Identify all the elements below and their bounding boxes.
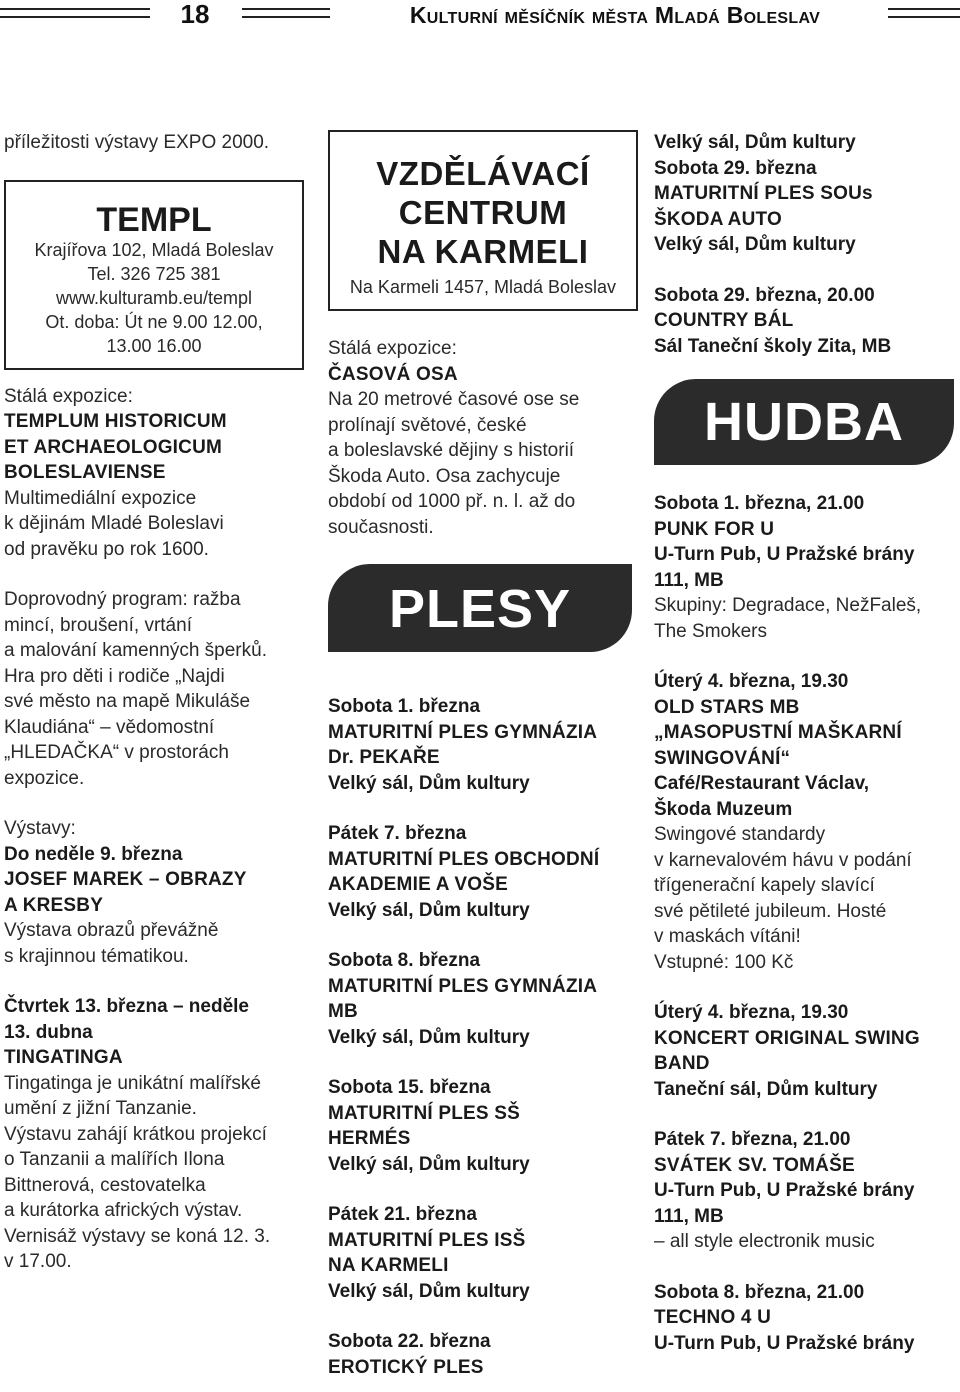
event-venue: Škoda Muzeum (654, 798, 793, 820)
venue-title: CENTRUM (398, 194, 568, 231)
event-venue: Velký sál, Dům kultury (328, 1026, 530, 1048)
event-venue: Velký sál, Dům kultury (654, 234, 856, 255)
event-desc: Skupiny: Degradace, NežFaleš, (654, 595, 922, 616)
event-item (328, 821, 638, 923)
exhibition-desc: Bittnerová, cestovatelka (4, 1174, 206, 1196)
karmel-venue-box (328, 130, 638, 311)
event-venue: 111, MB (654, 1205, 724, 1227)
event-title: SVÁTEK SV. TOMÁŠE (654, 1154, 855, 1176)
event-venue: Velký sál, Dům kultury (328, 1280, 530, 1302)
section-banner-plesy: PLESY (328, 564, 632, 652)
event-date: Pátek 7. března (328, 823, 467, 844)
exhibition-date: Do neděle 9. března (4, 843, 183, 865)
event-title: Dr. PEKAŘE (328, 747, 440, 768)
expo-label: Stálá expozice: (4, 385, 133, 407)
header-rule-mid (242, 8, 330, 18)
exhibition-title: TINGATINGA (4, 1047, 123, 1068)
event-title: MB (328, 1001, 358, 1022)
event-venue: U-Turn Pub, U Pražské brány (654, 1180, 915, 1201)
event-venue: Velký sál, Dům kultury (654, 132, 856, 153)
exhibition-desc: umění z jižní Tanzanie. (4, 1098, 197, 1119)
program-text: Hra pro děti i rodiče „Najdi (4, 665, 225, 687)
venue-phone: Tel. 326 725 381 (87, 263, 221, 284)
event-title: MATURITNÍ PLES OBCHODNÍ (328, 848, 600, 870)
event-desc: Swingové standardy (654, 824, 826, 845)
event-venue: Velký sál, Dům kultury (328, 1153, 530, 1175)
event-title: TECHNO 4 U (654, 1307, 772, 1328)
event-date: Sobota 1. března (328, 696, 481, 717)
program-text: mincí, broušení, vrtání (4, 614, 192, 636)
column-right (654, 130, 960, 1356)
event-item (328, 1329, 638, 1380)
exhibition-desc: Tingatinga je unikátní malířské (4, 1072, 261, 1094)
exhibition-desc: Výstava obrazů převážně (4, 920, 219, 941)
event-venue: Café/Restaurant Václav, (654, 773, 870, 794)
event-item (328, 1075, 638, 1177)
event-item (328, 948, 638, 1050)
expo-desc: Na 20 metrové časové ose se (328, 389, 580, 410)
event-date: Úterý 4. března, 19.30 (654, 1002, 849, 1023)
section-banner-hudba: HUDBA (654, 379, 954, 465)
event-item (328, 694, 638, 796)
event-venue: U-Turn Pub, U Pražské brány (654, 544, 915, 565)
exhibition-desc: Výstavu zahájí krátkou projekcí (4, 1123, 267, 1145)
event-date: Sobota 29. března, 20.00 (654, 284, 875, 306)
templ-venue-box (4, 180, 304, 370)
expo-desc: k dějinám Mladé Boleslavi (4, 513, 224, 534)
event-title: KONCERT ORIGINAL SWING (654, 1027, 920, 1049)
event-venue: Sál Taneční školy Zita, MB (654, 335, 892, 357)
program-text: expozice. (4, 767, 85, 789)
event-title: BAND (654, 1053, 710, 1074)
expo-desc: prolínají světové, české (328, 414, 527, 436)
event-title: MATURITNÍ PLES ISŠ (328, 1229, 526, 1251)
expo-desc: období od 1000 př. n. l. až do (328, 491, 576, 512)
event-title: ŠKODA AUTO (654, 208, 782, 230)
exhibition-desc: v 17.00. (4, 1251, 72, 1272)
exhibition-date: 13. dubna (4, 1021, 93, 1043)
event-title: NA KARMELI (328, 1255, 449, 1276)
intro-text: příležitosti výstavy EXPO 2000. (4, 132, 270, 153)
event-title: MATURITNÍ PLES SŠ (328, 1102, 520, 1124)
venue-hours: 13.00 16.00 (106, 335, 202, 356)
expo-desc: od pravěku po rok 1600. (4, 538, 209, 560)
expo-desc: a boleslavské dějiny s historií (328, 440, 575, 461)
event-title: HERMÉS (328, 1128, 411, 1149)
exhibition-desc: o Tanzanii a malířích Ilona (4, 1149, 225, 1170)
event-title: „MASOPUSTNÍ MAŠKARNÍ (654, 722, 902, 743)
event-title: PUNK FOR U (654, 518, 775, 540)
exhibitions-label: Výstavy: (4, 818, 76, 839)
event-date: Úterý 4. března, 19.30 (654, 671, 849, 692)
event-date: Pátek 21. března (328, 1204, 477, 1225)
magazine-title: Kulturní měsíčník města Mladá Boleslav (409, 2, 821, 28)
header-rule-right (888, 8, 960, 18)
event-desc: – all style electronik music (654, 1231, 875, 1252)
event-title: MATURITNÍ PLES SOUs (654, 183, 873, 204)
expo-desc: Multimediální expozice (4, 487, 197, 509)
exhibition-date: Čtvrtek 13. března – neděle (4, 996, 249, 1017)
event-date: Sobota 15. března (328, 1077, 491, 1098)
page-number: 18 (180, 0, 210, 29)
exhibition-desc: a kurátorka afrických výstav. (4, 1200, 243, 1221)
event-item (328, 1202, 638, 1304)
column-middle (328, 130, 638, 1380)
exhibition-desc: Vernisáž výstavy se koná 12. 3. (4, 1225, 271, 1247)
event-venue: Taneční sál, Dům kultury (654, 1078, 878, 1100)
event-title: MATURITNÍ PLES GYMNÁZIA (328, 975, 598, 997)
event-desc: The Smokers (654, 620, 767, 642)
event-date: Sobota 8. března, 21.00 (654, 1281, 865, 1303)
event-date: Sobota 1. března, 21.00 (654, 493, 865, 514)
expo-label: Stálá expozice: (328, 338, 457, 359)
program-text: Doprovodný program: ražba (4, 589, 241, 610)
program-text: a malování kamenných šperků. (4, 640, 267, 661)
event-desc: v maskách vítáni! (654, 926, 801, 947)
event-venue: 111, MB (654, 569, 724, 591)
event-venue: Velký sál, Dům kultury (328, 772, 530, 794)
event-desc: v karnevalovém hávu v podání (654, 849, 912, 871)
event-title: OLD STARS MB (654, 696, 800, 718)
venue-title: TEMPL (96, 200, 212, 239)
expo-title: TEMPLUM HISTORICUM (4, 411, 227, 432)
event-price: Vstupné: 100 Kč (654, 951, 794, 973)
event-title: EROTICKÝ PLES (328, 1356, 484, 1378)
venue-address: Na Karmeli 1457, Mladá Boleslav (349, 277, 617, 297)
header-rule-left (0, 8, 150, 18)
expo-desc: Škoda Auto. Osa zachycuje (328, 465, 561, 487)
event-date: Sobota 22. března (328, 1331, 491, 1352)
event-title: COUNTRY BÁL (654, 310, 794, 331)
venue-title: NA KARMELI (377, 233, 589, 270)
event-title: SWINGOVÁNÍ“ (654, 747, 791, 769)
event-desc: třígenerační kapely slavící (654, 875, 875, 896)
expo-title: BOLESLAVIENSE (4, 462, 166, 483)
event-date: Sobota 8. března (328, 950, 481, 971)
column-left (4, 130, 310, 1275)
program-text: Klaudiána“ – vědomostní (4, 716, 215, 738)
event-date: Pátek 7. března, 21.00 (654, 1129, 851, 1150)
event-date: Sobota 29. března (654, 157, 817, 179)
expo-title: ET ARCHAEOLOGICUM (4, 436, 223, 458)
venue-title: VZDĚLÁVACÍ (376, 155, 590, 192)
expo-title: ČASOVÁ OSA (328, 363, 458, 385)
expo-desc: současnosti. (328, 516, 434, 538)
program-text: své město na mapě Mikuláše (4, 691, 251, 712)
event-venue: U-Turn Pub, U Pražské brány (654, 1332, 915, 1354)
venue-address: Krajířova 102, Mladá Boleslav (34, 239, 274, 260)
event-title: AKADEMIE A VOŠE (328, 874, 509, 895)
event-venue: Velký sál, Dům kultury (328, 899, 530, 921)
exhibition-title: JOSEF MAREK – OBRAZY (4, 869, 247, 890)
venue-web: www.kulturamb.eu/templ (55, 287, 253, 308)
event-desc: své pětileté jubileum. Hosté (654, 900, 887, 922)
venue-hours: Ot. doba: Út ne 9.00 12.00, (45, 311, 263, 332)
program-text: „HLEDAČKA“ v prostorách (4, 742, 229, 763)
exhibition-desc: s krajinnou tématikou. (4, 945, 189, 967)
event-title: MATURITNÍ PLES GYMNÁZIA (328, 721, 598, 743)
exhibition-title: A KRESBY (4, 894, 104, 916)
